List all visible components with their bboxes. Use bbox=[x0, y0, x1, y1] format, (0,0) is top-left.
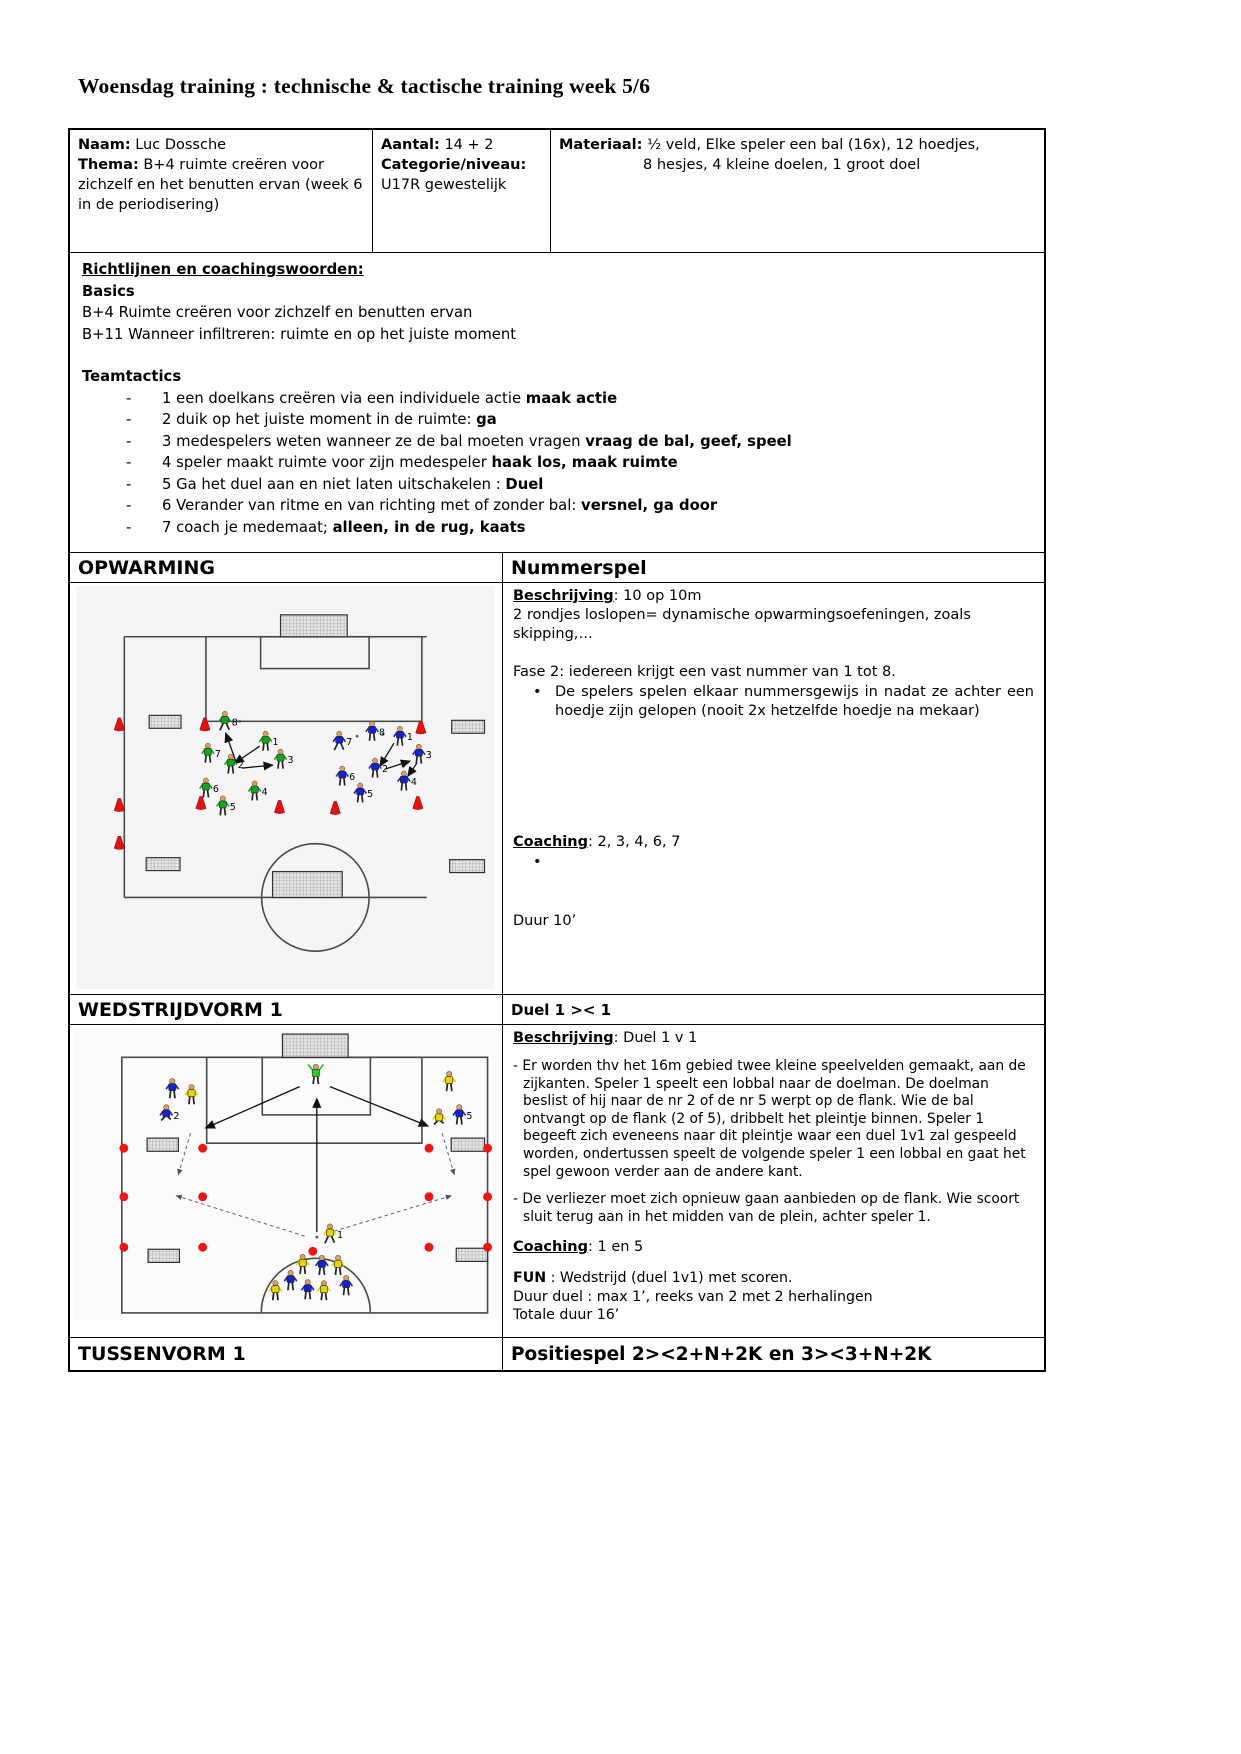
teamtactic-item: - 6 Verander van ritme en van richting met of zonder bal: versnel, ga door bbox=[126, 497, 718, 514]
goal-icon bbox=[148, 1249, 179, 1262]
marker-dot-icon bbox=[425, 1192, 434, 1201]
goal-icon bbox=[456, 1248, 487, 1261]
bullet-icon: • bbox=[533, 684, 542, 700]
goal-icon bbox=[147, 1138, 178, 1151]
spacer bbox=[82, 345, 1032, 366]
wedstrijdvorm-description-cell bbox=[503, 1025, 1044, 1337]
materiaal-label: Materiaal: bbox=[559, 137, 643, 153]
totale-duur-line: Totale duur 16’ bbox=[513, 1307, 620, 1324]
thema-label: Thema: bbox=[78, 157, 139, 173]
tussenvorm-header-row bbox=[70, 1337, 1044, 1370]
materiaal-line2: 8 hesjes, 4 kleine doelen, 1 groot doel bbox=[643, 157, 921, 173]
opwarming-header: OPWARMING bbox=[70, 553, 503, 582]
materiaal-line1: Materiaal: ½ veld, Elke speler een bal (16x), 12 hoedjes, bbox=[559, 137, 980, 153]
spacer bbox=[513, 644, 1034, 663]
aantal-label: Aantal: bbox=[381, 137, 440, 153]
ball-icon bbox=[315, 1236, 318, 1239]
opwarming-header-row bbox=[70, 552, 1044, 582]
goal-icon bbox=[450, 860, 485, 873]
info-row bbox=[70, 130, 1044, 252]
training-plan-table bbox=[68, 128, 1046, 1372]
marker-dot-icon bbox=[119, 1144, 128, 1153]
player-number-label: 8 bbox=[231, 717, 238, 729]
goal-icon bbox=[451, 1138, 484, 1151]
marker-dot-icon bbox=[119, 1243, 128, 1252]
fase2-line: Fase 2: iedereen krijgt een vast nummer van 1 tot 8. bbox=[513, 664, 896, 680]
page-title: Woensdag training : technische & tactische training week 5/6 bbox=[78, 74, 651, 98]
ball-icon bbox=[356, 735, 359, 738]
beschrijving-line: Beschrijving: 10 op 10m bbox=[513, 588, 702, 604]
teamtactics-heading: Teamtactics bbox=[82, 368, 182, 385]
basics-line1: B+4 Ruimte creëren voor zichzelf en benutten ervan bbox=[82, 304, 473, 321]
info-cell-naam-thema bbox=[70, 130, 373, 252]
goal-icon bbox=[273, 872, 343, 898]
marker-dot-icon bbox=[198, 1144, 207, 1153]
teamtactic-item: - 1 een doelkans creëren via een individuele actie maak actie bbox=[126, 389, 618, 407]
goal-icon bbox=[452, 720, 485, 733]
diagram-background bbox=[73, 1028, 497, 1321]
opwarming-diagram-cell bbox=[70, 583, 503, 994]
goal-icon bbox=[282, 1034, 348, 1057]
beschrijving-line: Beschrijving: Duel 1 v 1 bbox=[513, 1030, 698, 1046]
opwarming-description-cell bbox=[503, 583, 1044, 994]
spacer bbox=[513, 721, 1034, 833]
nummerspel-header: Nummerspel bbox=[511, 556, 647, 579]
aantal-line bbox=[381, 135, 542, 155]
info-cell-materiaal bbox=[551, 130, 1044, 252]
player-number-label: 5 bbox=[229, 801, 236, 813]
player-number-label: 3 bbox=[287, 755, 294, 767]
opwarming-content-row bbox=[70, 582, 1044, 994]
opwarming-pitch-diagram bbox=[73, 586, 498, 989]
player-number-label: 4 bbox=[410, 777, 417, 789]
player-number-label: 7 bbox=[346, 737, 353, 749]
richtlijnen-heading: Richtlijnen en coachingswoorden: bbox=[82, 261, 364, 278]
player-number-label: 2 bbox=[382, 764, 389, 776]
duur-line: Duur 10’ bbox=[513, 913, 577, 929]
spacer bbox=[513, 1226, 1034, 1238]
wedstrijdvorm-header: WEDSTRIJDVORM 1 bbox=[70, 995, 503, 1024]
teamtactic-item: - 5 Ga het duel aan en niet laten uitschakelen : Duel bbox=[126, 475, 544, 493]
naam-line bbox=[78, 135, 364, 155]
naam-value: Luc Dossche bbox=[135, 137, 227, 153]
ball-icon bbox=[238, 720, 241, 723]
richtlijnen-section bbox=[70, 252, 1044, 552]
marker-dot-icon bbox=[425, 1144, 434, 1153]
categorie-value: U17R gewestelijk bbox=[381, 177, 507, 193]
naam-label: Naam: bbox=[78, 137, 131, 153]
coaching-line: Coaching: 1 en 5 bbox=[513, 1239, 644, 1256]
fun-line: FUN : Wedstrijd (duel 1v1) met scoren. bbox=[513, 1270, 793, 1287]
player-number-label: 2 bbox=[237, 760, 244, 772]
duur-duel-line: Duur duel : max 1’, reeks van 2 met 2 herhalingen bbox=[513, 1288, 873, 1305]
player-number-label: 2 bbox=[173, 1110, 180, 1122]
categorie-label: Categorie/niveau: bbox=[381, 157, 527, 173]
empty-bullet bbox=[513, 853, 1034, 872]
player-number-label: 5 bbox=[367, 788, 374, 800]
wedstrijdvorm-par2: - De verliezer moet zich opnieuw gaan aanbieden op de flank. Wie scoort sluit terug aan in het midden van de plein, achter speler 1. bbox=[513, 1191, 1020, 1225]
player-number-label: 7 bbox=[214, 749, 221, 761]
thema-line bbox=[78, 155, 364, 215]
marker-dot-icon bbox=[198, 1192, 207, 1201]
wedstrijdvorm-header-row bbox=[70, 994, 1044, 1024]
player-number-label: 4 bbox=[261, 786, 268, 798]
marker-dot-icon bbox=[198, 1243, 207, 1252]
marker-dot-icon bbox=[425, 1243, 434, 1252]
goal-icon bbox=[281, 615, 348, 637]
marker-dot-icon bbox=[119, 1192, 128, 1201]
wedstrijdvorm-diagram-cell bbox=[70, 1025, 503, 1337]
goal-icon bbox=[149, 715, 181, 728]
player-number-label: 1 bbox=[406, 732, 413, 744]
marker-dot-icon bbox=[483, 1192, 492, 1201]
fase2-bullet: • De spelers spelen elkaar nummersgewijs in nadat ze achter een hoedje zijn gelopen (nooit 2x hetzelfde hoedje na mekaar) bbox=[533, 684, 1034, 719]
marker-dot-icon bbox=[308, 1247, 317, 1256]
wedstrijdvorm-pitch-diagram bbox=[73, 1028, 498, 1321]
spacer bbox=[513, 1257, 1034, 1269]
player-number-label: 6 bbox=[212, 783, 219, 795]
teamtactic-item: - 7 coach je medemaat; alleen, in de rug, kaats bbox=[126, 518, 526, 536]
aantal-value: 14 + 2 bbox=[444, 137, 494, 153]
spacer bbox=[513, 1181, 1034, 1191]
diagram-background bbox=[77, 586, 495, 989]
wedstrijdvorm-par1: - Er worden thv het 16m gebied twee kleine speelvelden gemaakt, aan de zijkanten. Speler 1 speelt een lobbal naar de doelman. De doelman beslist of hij naar de nr 2 of de nr 5 werpt op de flank. Wie de bal ontvangt op de flank (2 of 5), dribbelt het pleintje binnen. Speler 1 begeeft zich eveneens naar dit pleintje waar een duel 1v1 zal gespeeld worden, ondertussen speelt de volgende speler 1 een lobbal en gaat het spel gewoon verder aan de andere kant. bbox=[513, 1058, 1026, 1180]
info-cell-aantal-categorie bbox=[373, 130, 551, 252]
player-number-label: 3 bbox=[425, 750, 432, 762]
teamtactic-item: - 2 duik op het juiste moment in de ruimte: ga bbox=[126, 411, 497, 428]
wedstrijdvorm-content-row bbox=[70, 1024, 1044, 1337]
opwarming-line1: 2 rondjes loslopen= dynamische opwarmingsoefeningen, zoals skipping,… bbox=[513, 607, 971, 642]
marker-dot-icon bbox=[483, 1243, 492, 1252]
player-number-label: 5 bbox=[466, 1110, 473, 1122]
player-number-label: 1 bbox=[337, 1230, 344, 1242]
spacer bbox=[513, 1048, 1034, 1058]
goal-icon bbox=[146, 858, 180, 871]
bullet-icon: • bbox=[533, 854, 542, 870]
player-number-label: 1 bbox=[272, 737, 279, 749]
teamtactic-item: - 3 medespelers weten wanneer ze de bal moeten vragen vraag de bal, geef, speel bbox=[126, 432, 792, 450]
player-number-label: 6 bbox=[349, 772, 356, 784]
teamtactic-item: - 4 speler maakt ruimte voor zijn medespeler haak los, maak ruimte bbox=[126, 454, 678, 471]
duel-header: Duel 1 >< 1 bbox=[511, 1000, 612, 1019]
thema-value: B+4 ruimte creëren voor zichzelf en het benutten ervan (week 6 in de periodisering) bbox=[78, 157, 363, 213]
coaching-line: Coaching: 2, 3, 4, 6, 7 bbox=[513, 834, 681, 850]
basics-heading: Basics bbox=[82, 282, 135, 300]
tussenvorm-header: TUSSENVORM 1 bbox=[70, 1338, 503, 1370]
positiespel-header: Positiespel 2><2+N+2K en 3><3+N+2K bbox=[511, 1343, 932, 1365]
spacer bbox=[513, 872, 1034, 912]
player-number-label: 8 bbox=[379, 727, 386, 739]
marker-dot-icon bbox=[483, 1144, 492, 1153]
basics-line2: B+11 Wanneer infiltreren: ruimte en op het juiste moment bbox=[82, 325, 517, 343]
